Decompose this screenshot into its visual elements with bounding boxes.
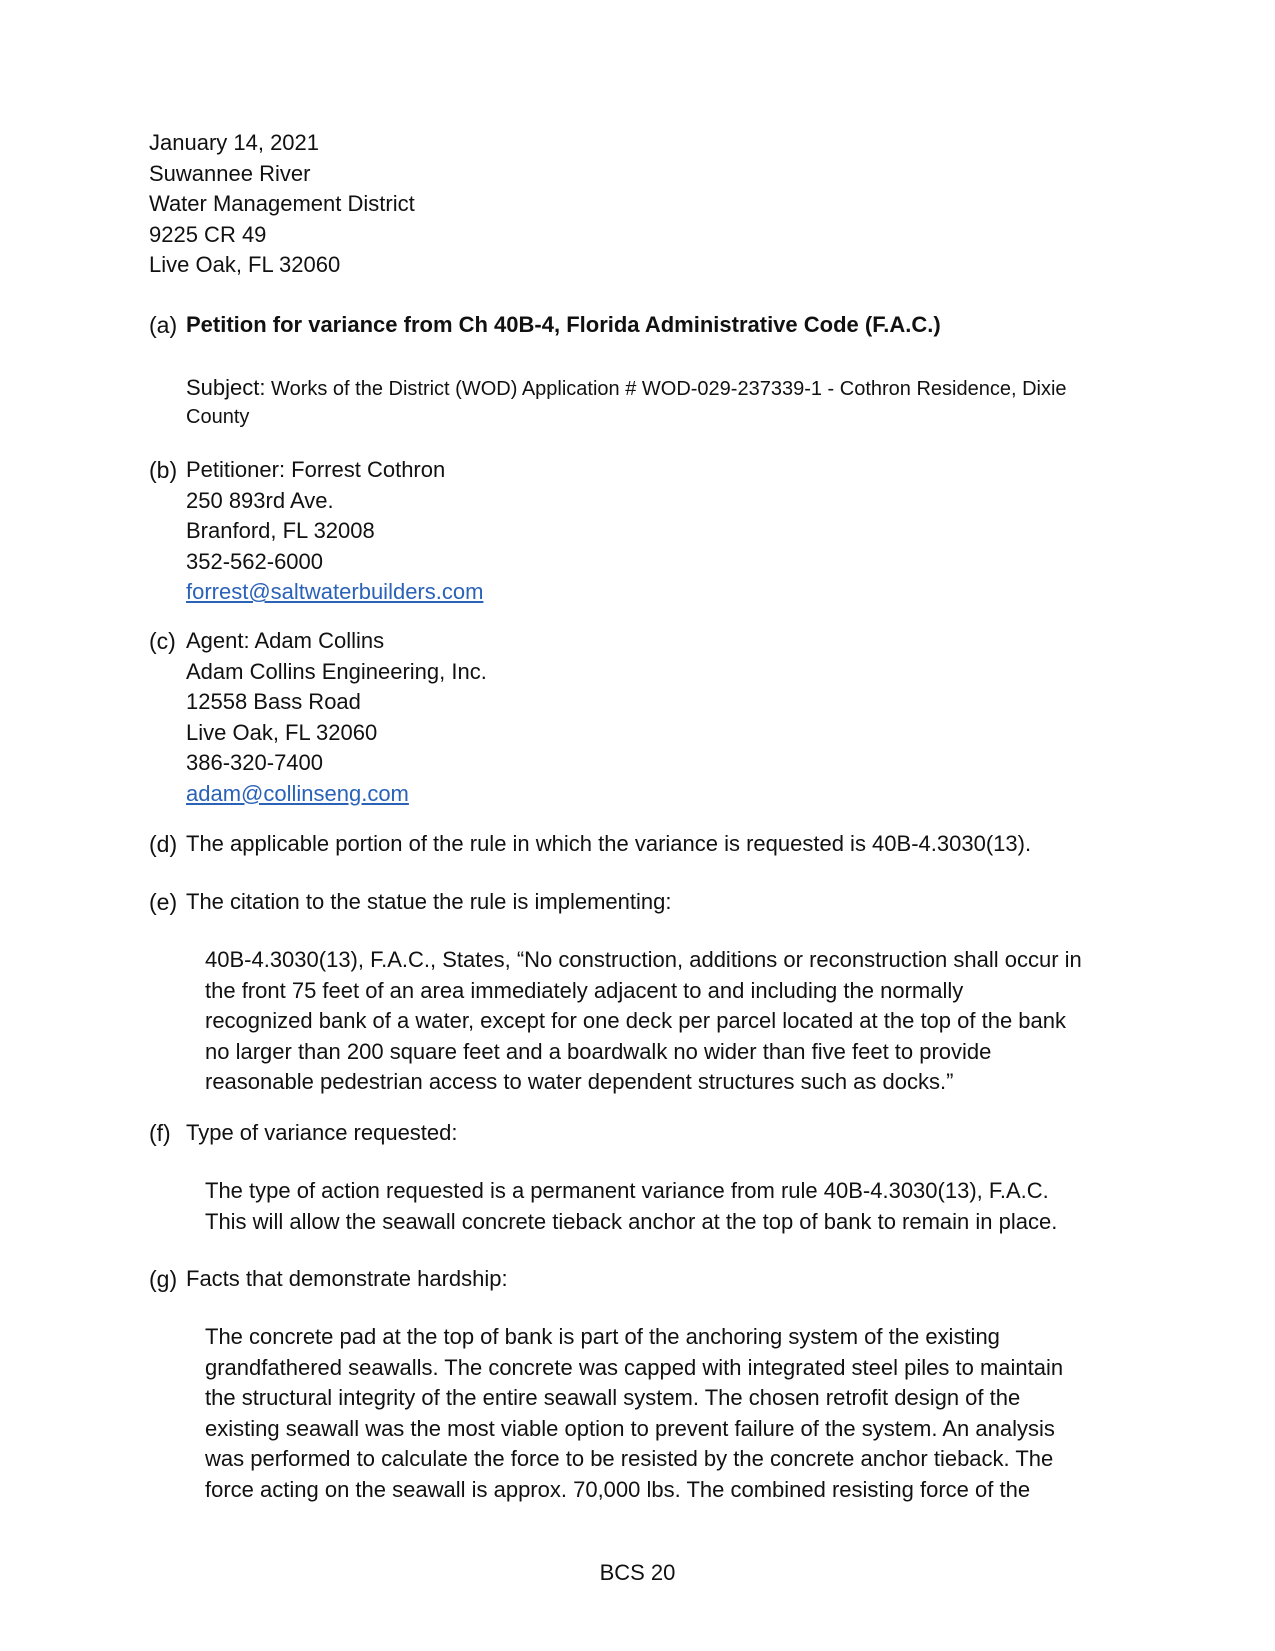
petitioner-email-link[interactable]: forrest@saltwaterbuilders.com — [186, 579, 484, 604]
subject-text-continued: County — [186, 406, 250, 428]
letter-header — [149, 128, 415, 281]
petitioner-name: Petitioner: Forrest Cothron — [186, 457, 446, 482]
variance-type-detail — [205, 1176, 1057, 1237]
petitioner-phone: 352-562-6000 — [186, 548, 324, 574]
agent-address-line: Live Oak, FL 32060 — [186, 719, 378, 745]
petitioner-address-line: Branford, FL 32008 — [186, 518, 375, 543]
agent-address-line: 12558 Bass Road — [186, 689, 361, 714]
quote-line: recognized bank of a water, except for one deck per parcel located at the top of the bank — [205, 1008, 1066, 1033]
quote-line: no larger than 200 square feet and a boardwalk no wider than five feet to provide — [205, 1038, 992, 1064]
paragraph-line: The concrete pad at the top of bank is part of the anchoring system of the existing — [205, 1324, 1000, 1349]
section-marker: (c) — [149, 628, 176, 654]
quote-line: 40B-4.3030(13), F.A.C., States, “No construction, additions or reconstruction shall occur in — [205, 947, 1082, 972]
rule-quote — [205, 945, 1082, 1098]
paragraph-line: the structural integrity of the entire seawall system. The chosen retrofit design of the — [205, 1385, 1021, 1410]
section-marker: (d) — [149, 831, 178, 857]
section-marker: (f) — [149, 1120, 171, 1146]
petitioner-address-line: 250 893rd Ave. — [186, 487, 334, 513]
applicable-rule-text: The applicable portion of the rule in which the variance is requested is 40B-4.3030(13). — [186, 831, 1032, 856]
subject-label: Subject: — [186, 375, 266, 400]
section-marker: (e) — [149, 889, 178, 915]
paragraph-line: The type of action requested is a permanent variance from rule 40B-4.3030(13), F.A.C. — [205, 1178, 1049, 1203]
agent-email-link[interactable]: adam@collinseng.com — [186, 780, 409, 806]
section-marker: (a) — [149, 312, 178, 338]
agent-name: Agent: Adam Collins — [186, 628, 385, 653]
paragraph-line: force acting on the seawall is approx. 70,000 lbs. The combined resisting force of the — [205, 1476, 1031, 1502]
section-marker: (b) — [149, 457, 178, 483]
quote-line: reasonable pedestrian access to water dependent structures such as docks.” — [205, 1069, 954, 1094]
hardship-detail — [205, 1322, 1063, 1505]
quote-line: the front 75 feet of an area immediately adjacent to and including the normally — [205, 977, 964, 1003]
letter-date: January 14, 2021 — [149, 130, 320, 155]
agent-phone: 386-320-7400 — [186, 750, 324, 775]
statute-citation-heading: The citation to the statue the rule is implementing: — [186, 889, 672, 914]
subject-text: Works of the District (WOD) Application # WOD-029-237339-1 - Cothron Residence, Dixie — [265, 378, 1067, 400]
petition-title: Petition for variance from Ch 40B-4, Florida Administrative Code (F.A.C.) — [186, 312, 941, 337]
hardship-heading: Facts that demonstrate hardship: — [186, 1266, 508, 1291]
recipient-line: Suwannee River — [149, 160, 311, 186]
paragraph-line: This will allow the seawall concrete tieback anchor at the top of bank to remain in place. — [205, 1208, 1058, 1234]
paragraph-line: existing seawall was the most viable option to prevent failure of the system. An analysis — [205, 1415, 1055, 1441]
paragraph-line: was performed to calculate the force to be resisted by the concrete anchor tieback. The — [205, 1446, 1054, 1471]
recipient-line: Live Oak, FL 32060 — [149, 252, 341, 277]
page-footer-label: BCS 20 — [599, 1560, 676, 1585]
recipient-line: Water Management District — [149, 191, 415, 216]
paragraph-line: grandfathered seawalls. The concrete was capped with integrated steel piles to maintain — [205, 1354, 1064, 1380]
recipient-line: 9225 CR 49 — [149, 221, 267, 247]
section-marker: (g) — [149, 1266, 178, 1292]
subject-block — [186, 374, 1067, 431]
variance-type-heading: Type of variance requested: — [186, 1120, 458, 1145]
agent-company: Adam Collins Engineering, Inc. — [186, 658, 487, 684]
